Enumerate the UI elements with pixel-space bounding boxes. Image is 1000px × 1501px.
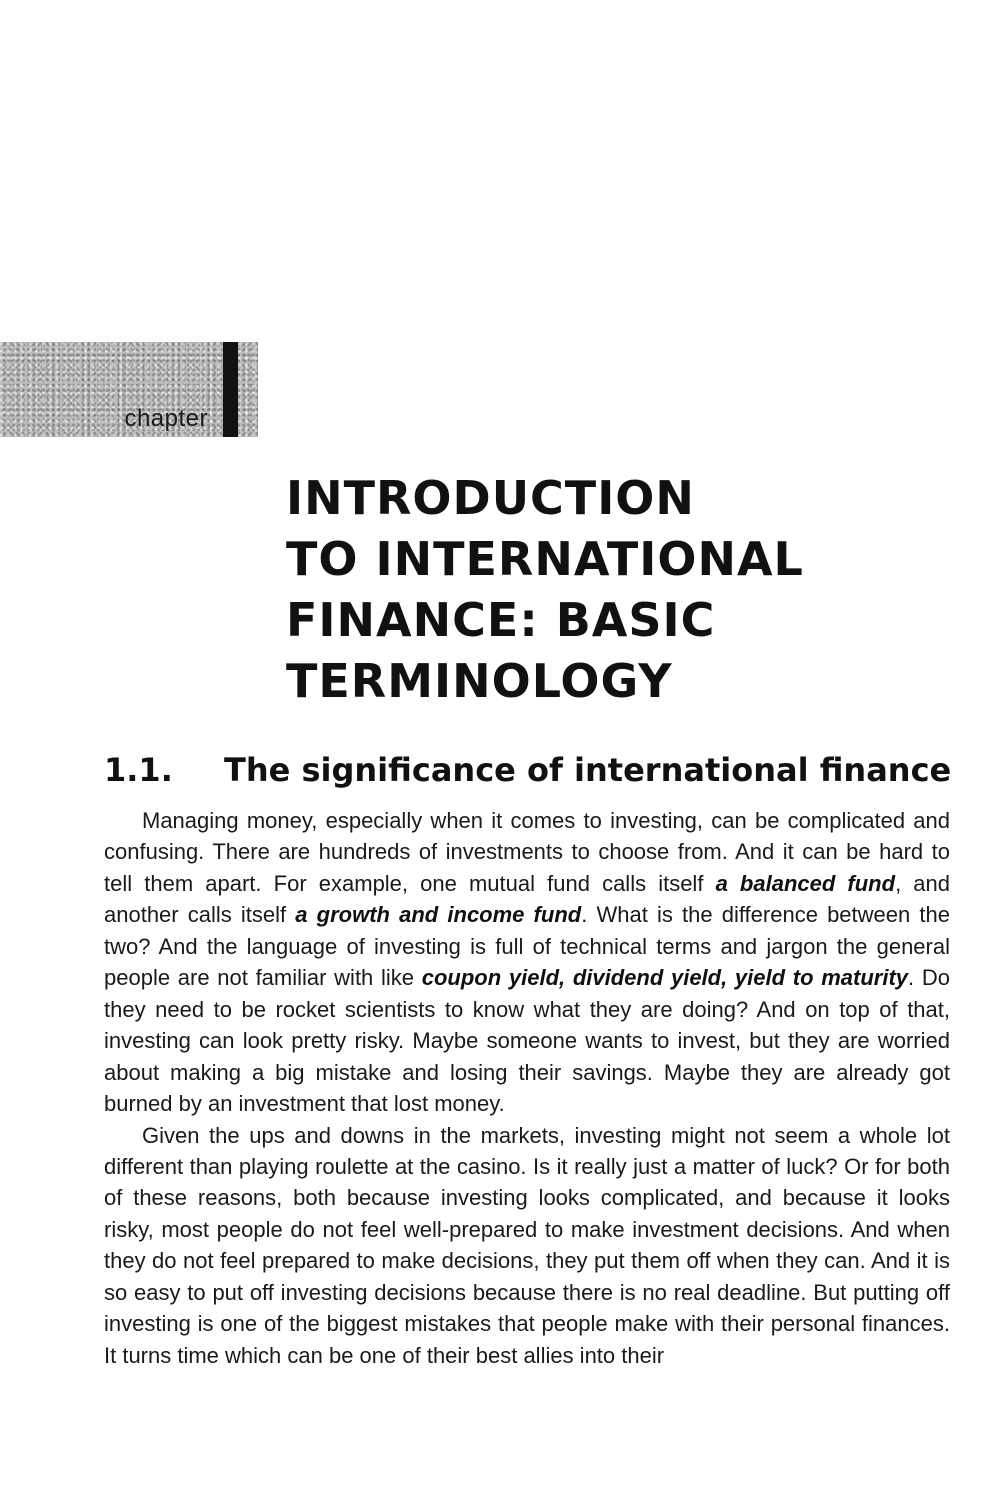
emphasized-term: a balanced fund <box>715 870 896 896</box>
paragraph <box>104 805 950 1120</box>
emphasized-term: coupon yield, dividend yield, yield to maturity <box>421 965 909 991</box>
paragraph: Given the ups and downs in the markets, investing might not seem a whole lot different than playing roulette at the casino. Is it really just a matter of luck? Or for both of these reasons, both because investing looks complicated, and because it looks risky, most people do not feel well-prepared to make investment decisions. And when they do not feel prepared to make decisions, they put them off when they can. And it is so easy to put off investing decisions because there is no real deadline. But putting off investing is one of the biggest mistakes that people make with their personal finances. It turns time which can be one of their best allies into their <box>104 1122 950 1368</box>
section-heading <box>104 750 951 790</box>
paragraph-text: Managing money, especially when it comes to investing, can be complicated and confusing. There are hundreds of investments to choose from. And it can be hard to tell them apart. For example, one mutual fund calls itself <box>104 808 950 896</box>
chapter-title-line: FINANCE: BASIC <box>286 593 716 647</box>
body-text <box>104 805 950 1371</box>
chapter-title <box>286 468 976 712</box>
chapter-title-line: INTRODUCTION <box>286 471 695 525</box>
paragraph-text: . Do they need to be rocket scientists to know what they are doing? And on top of that, investing can look pretty risky. Maybe someone wants to invest, but they are worried about making a big mistake and losing their savings. Maybe they are already got burned by an investment that lost money. <box>104 965 950 1117</box>
chapter-number-bar <box>223 342 238 437</box>
chapter-title-line: TERMINOLOGY <box>286 654 673 708</box>
chapter-label: chapter <box>124 405 208 432</box>
emphasized-term: a growth and income fund <box>295 902 582 928</box>
chapter-title-line: TO INTERNATIONAL <box>286 532 804 586</box>
paragraph-text: . What is the difference between the two? And the language of investing is full of technical terms and jargon the general people are not familiar with like <box>104 902 950 991</box>
section-title: The significance of international finance <box>224 751 952 789</box>
section-number: 1.1. <box>104 751 173 789</box>
chapter-tab <box>0 342 258 437</box>
paragraph-text: , and another calls itself <box>104 870 951 928</box>
